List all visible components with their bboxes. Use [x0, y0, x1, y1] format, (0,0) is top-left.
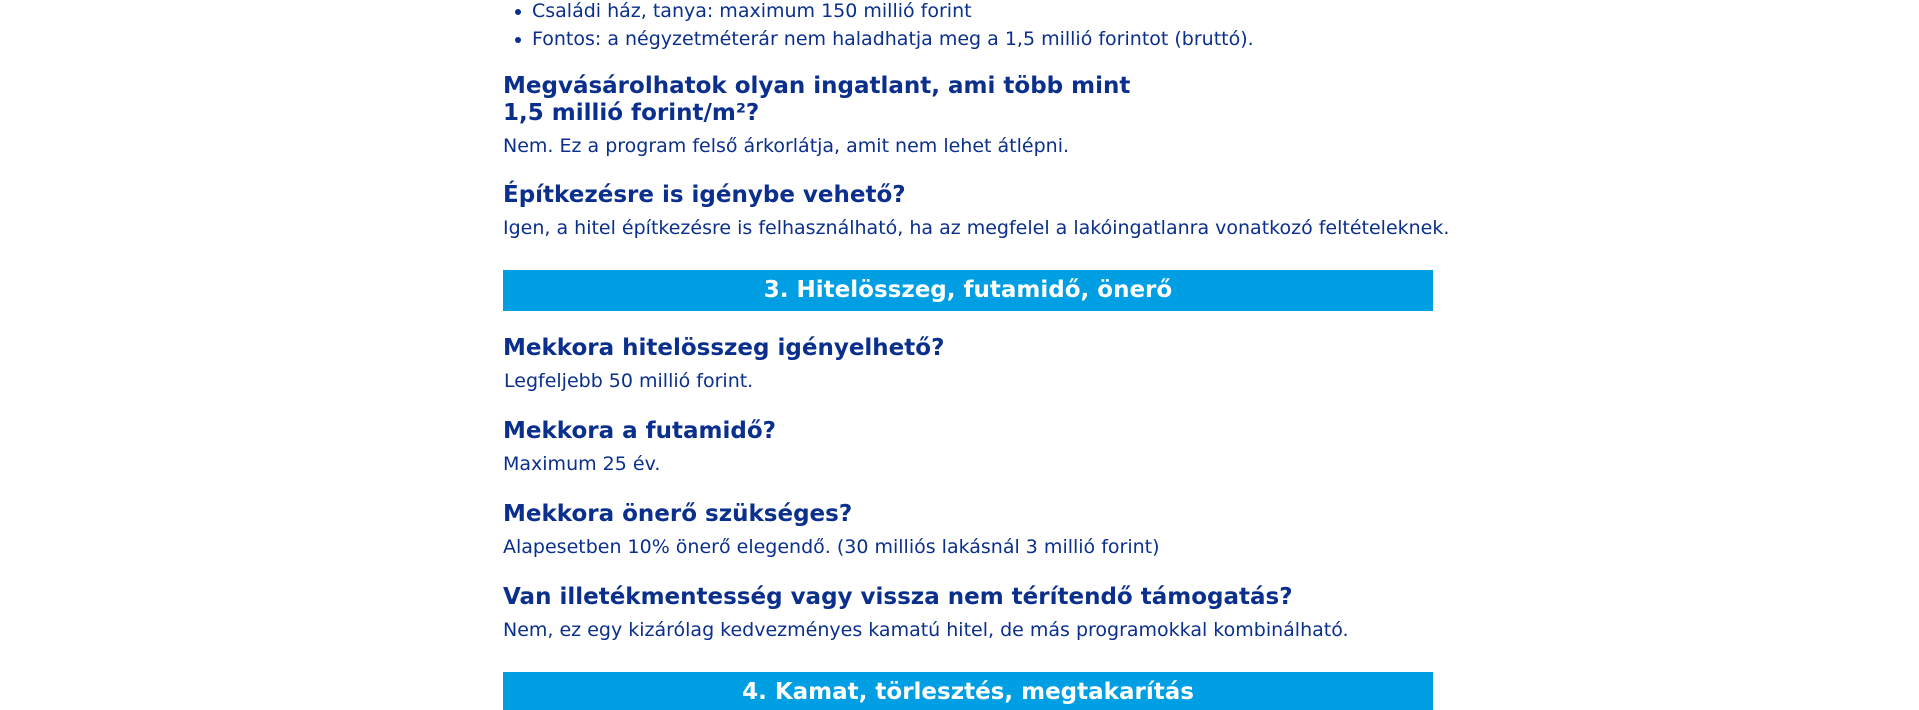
faq-item-price-per-sqm [503, 73, 1433, 159]
faq-answer: Nem. Ez a program felső árkorlátja, amit nem lehet átlépni. [503, 135, 1070, 157]
list-item: Fontos: a négyzetméterár nem haladhatja meg a 1,5 millió forintot (bruttó). [503, 25, 1254, 53]
faq-question-line: 1,5 millió forint/m²? [503, 100, 760, 126]
faq-answer: Legfeljebb 50 millió forint. [504, 370, 754, 392]
faq-question: Van illetékmentesség vagy vissza nem térítendő támogatás? [503, 584, 1293, 610]
faq-item-subsidy [503, 584, 1433, 643]
faq-question: Mekkora hitelösszeg igényelhető? [503, 335, 945, 361]
faq-question-line: Megvásárolhatok olyan ingatlant, ami több mint [503, 73, 1131, 99]
faq-answer: Maximum 25 év. [503, 453, 661, 475]
faq-question [503, 73, 1433, 127]
faq-answer: Nem, ez egy kizárólag kedvezményes kamatú hitel, de más programokkal kombinálható. [503, 619, 1349, 641]
faq-item-term [503, 418, 1433, 477]
faq-question: Mekkora önerő szükséges? [503, 501, 853, 527]
faq-answer: Igen, a hitel építkezésre is felhasználható, ha az megfelel a lakóingatlanra vonatkozó feltételeknek. [503, 217, 1450, 239]
faq-question: Építkezésre is igénybe vehető? [503, 182, 906, 208]
faq-item-loan-amount [503, 335, 1433, 394]
section-heading-loan-amount: 3. Hitelösszeg, futamidő, önerő [503, 270, 1433, 311]
faq-item-own-contribution [503, 501, 1433, 560]
faq-answer: Alapesetben 10% önerő elegendő. (30 milliós lakásnál 3 millió forint) [503, 536, 1160, 558]
price-limit-list [503, 0, 1254, 53]
list-item: Családi ház, tanya: maximum 150 millió forint [503, 0, 1254, 25]
faq-item-construction [503, 182, 1450, 241]
faq-question: Mekkora a futamidő? [503, 418, 777, 444]
section-heading-interest: 4. Kamat, törlesztés, megtakarítás [503, 672, 1433, 710]
